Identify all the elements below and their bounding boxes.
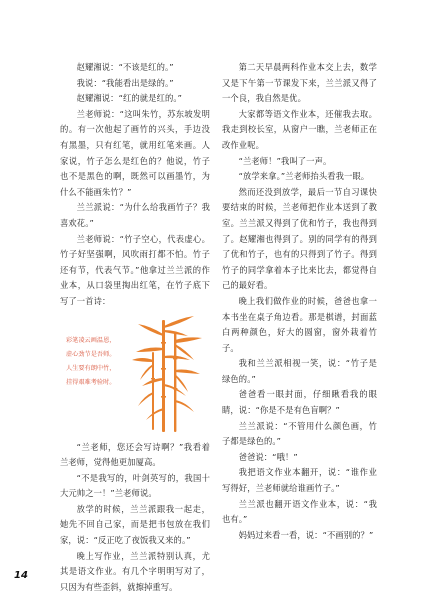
paragraph: 晚上写作业，兰兰派特别认真，尤其是语文作业。有几个字明明写对了，只因为有些歪斜，就擦掉重写。 — [60, 550, 210, 592]
paragraph: 赵耀湘说：“红的就是红的。” — [76, 93, 183, 104]
paragraph: “放学来拿。”兰老师抬头看我一眼。 — [238, 171, 370, 182]
paragraph: 爸爸看一眼封面，仔细瞅看我的眼睛，说：“你是不是有色盲啊？” — [222, 389, 377, 416]
paragraph: 然而还没到放学，最后一节自习课快要结束的时候，兰老师把作业本送到了教室。兰兰派又得到了优和竹子，我也得到了。赵耀湘也得到了。别的同学有的得到了优和竹子，也有的只得到了竹子。得到竹子的同学拿着本子比来比去，都觉得自己的最好看。 — [222, 186, 377, 291]
poem-line: 人生要有朗中竹， — [66, 364, 116, 372]
paragraph: 我说：“我能看出是绿的。” — [76, 77, 174, 88]
bamboo-illustration — [128, 312, 210, 434]
paragraph: 我把语文作业本翻开，说：“谁作业写得好，兰老师就给谁画竹子。” — [222, 467, 377, 494]
paragraph: 大家都等语文作业本，还催我去取。我走到校长室，从窗户一瞧，兰老师正在改作业呢。 — [222, 108, 377, 150]
poem — [66, 334, 116, 390]
poem-line: 彩笔凌云画温恩， — [66, 336, 116, 344]
paragraph: 爸爸说：“哦！” — [238, 451, 298, 462]
paragraph: 妈妈过来看一看，说：“不画别的？” — [238, 529, 374, 540]
paragraph: 兰兰派说：“为什么给我画竹子？我喜欢花。” — [60, 202, 210, 228]
paragraph: 兰老师说：“这叫朱竹，苏东坡发明的。有一次他起了画竹的兴头，手边没有黑墨，只有红笔，就用红笔来画。人家说，竹子怎么是红色的？他说，竹子也不是黑色的啊，既然可以画墨竹，为什么不能画朱竹？” — [60, 108, 210, 197]
paragraph: “不是我写的，叶剑英写的，我国十大元帅之一！”兰老师说。 — [60, 472, 210, 499]
paragraph: 赵耀湘说：“不该是红的。” — [76, 62, 174, 72]
paragraph: 放学的时候，兰兰派跟我一起走，她先不回自己家，而是把书包放在我们家，说：“反正吃了夜饭我又来的。” — [60, 503, 210, 546]
paragraph: 晚上我们做作业的时候，爸爸也拿一本书坐在桌子角边看。那是棋谱，封面蓝白两种颜色，好大的圆窗，窗外栽着竹子。 — [222, 295, 377, 353]
paragraph: 兰老师说：“竹子空心，代表虚心。竹子好坚强啊，风吹雨打都不怕。竹子还有节，代表气节。”他拿过兰兰派的作业本，从口袋里掏出红笔，在竹子底下写了一首诗： — [60, 233, 210, 306]
page-number: 14 — [14, 570, 28, 581]
poem-line: 挂得艰难考验时。 — [66, 378, 116, 386]
paragraph: 第二天早晨两科作业本交上去，数学又是下午第一节课发下来，兰兰派又得了一个良，我自然是优。 — [222, 62, 377, 104]
right-column — [222, 60, 377, 543]
paragraph: 兰兰派也翻开语文作业本，说：“我也有。” — [222, 498, 377, 525]
paragraph: 兰兰派说：“不管用什么颜色画，竹子都是绿色的。” — [222, 420, 377, 447]
poem-line: 虚心劲节是吾师。 — [66, 350, 116, 358]
paragraph: “兰老师，您还会写诗啊？”我看着兰老师，觉得他更加厦高。 — [60, 441, 210, 468]
paragraph: 我和兰兰派相视一笑，说：“竹子是绿色的。” — [222, 358, 377, 384]
left-column — [60, 60, 210, 595]
poem-illustration — [60, 312, 210, 434]
paragraph: “兰老师！”我叫了一声。 — [238, 155, 332, 166]
